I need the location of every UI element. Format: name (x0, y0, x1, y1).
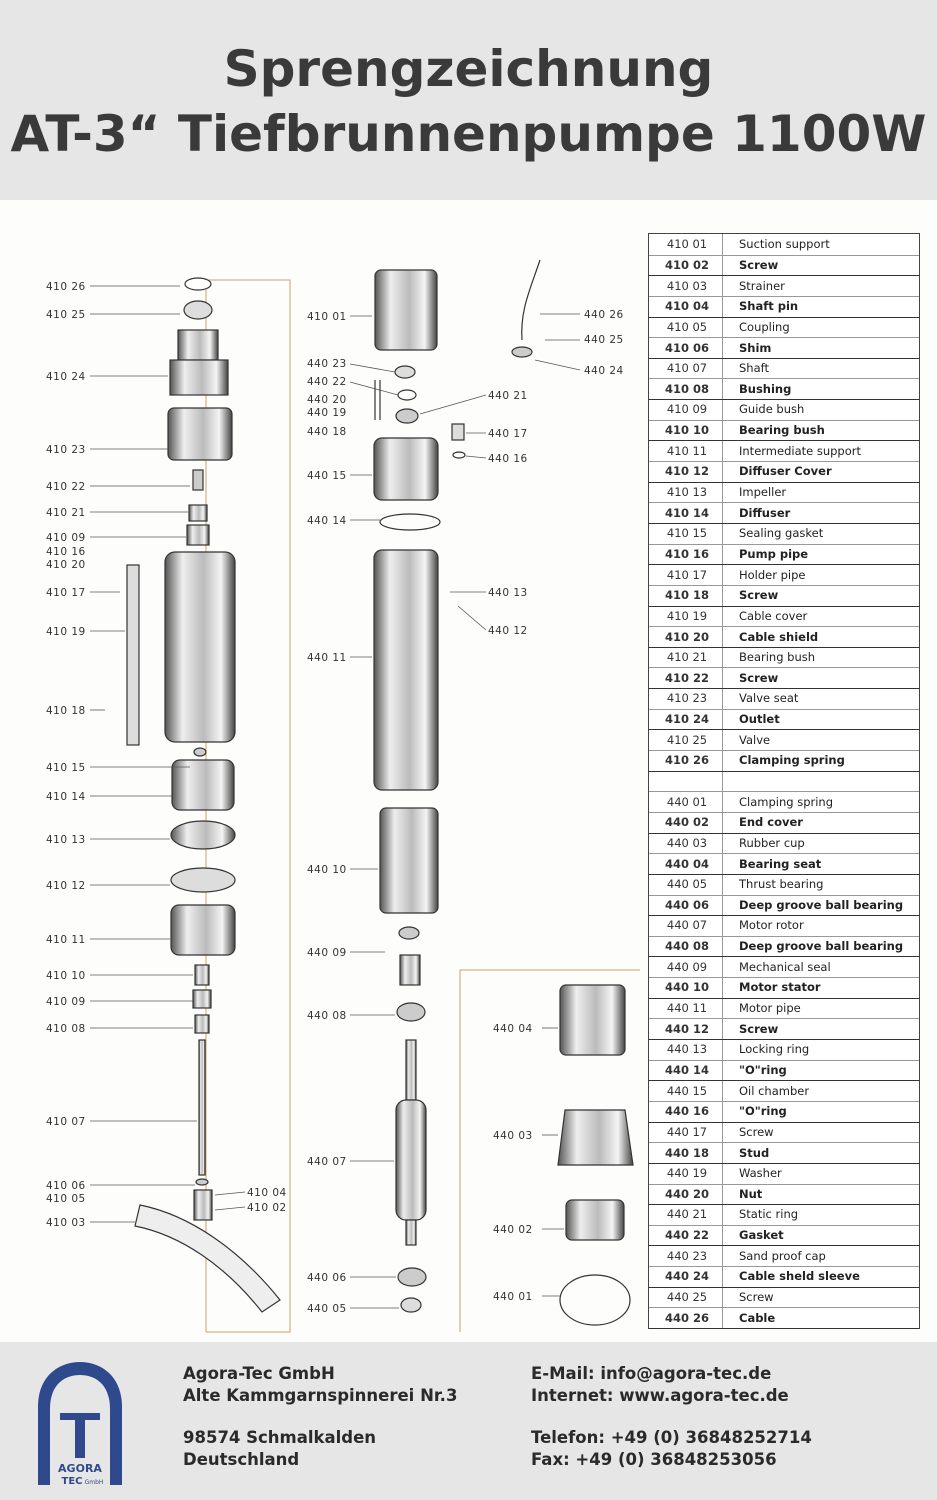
table-row (649, 564, 919, 586)
table-row (649, 874, 919, 896)
part-name: Bearing bush (739, 423, 825, 438)
part-code: 440 10 (664, 980, 709, 995)
table-row (649, 647, 919, 669)
part-name: Screw (739, 588, 779, 603)
part-name: Sand proof cap (739, 1248, 826, 1263)
part-name: Bearing bush (739, 650, 816, 665)
part-code: 440 02 (664, 815, 709, 830)
page-subtitle: AT-3“ Tiefbrunnenpumpe 1100W (10, 105, 927, 163)
label-410-04: 410 04 (247, 1187, 287, 1199)
part-name: Clamping spring (739, 753, 845, 768)
label-440-07: 440 07 (307, 1156, 347, 1168)
phone-number: Telefon: +49 (0) 36848252714 (531, 1428, 812, 1447)
part-code: 440 17 (666, 1124, 708, 1139)
label-410-03: 410 03 (46, 1217, 86, 1229)
label-410-12: 410 12 (46, 880, 86, 892)
label-440-20: 440 20 (307, 394, 347, 406)
part-name: Washer (739, 1166, 782, 1181)
part-name: Valve (739, 732, 771, 747)
part-name: Rubber cup (739, 835, 805, 850)
label-410-09-b: 410 09 (46, 996, 86, 1008)
table-row (649, 667, 919, 689)
part-code: 410 22 (664, 670, 709, 685)
parts-list-table (648, 233, 920, 1329)
label-440-06: 440 06 (307, 1272, 347, 1284)
part-name: Shaft (739, 361, 769, 376)
table-row (649, 1080, 919, 1102)
table-row (649, 544, 919, 566)
label-440-03: 440 03 (493, 1130, 533, 1142)
table-row (649, 936, 919, 958)
part-code: 440 11 (666, 1001, 708, 1016)
part-name: End cover (739, 815, 803, 830)
table-row (649, 1204, 919, 1226)
label-410-01: 410 01 (307, 311, 347, 323)
part-name: Deep groove ball bearing (739, 897, 904, 912)
label-440-05: 440 05 (307, 1303, 347, 1315)
label-410-14: 410 14 (46, 791, 86, 803)
part-name: Mechanical seal (739, 959, 831, 974)
table-row (649, 1039, 919, 1061)
label-440-12: 440 12 (488, 625, 528, 637)
part-code: 410 16 (664, 546, 709, 561)
part-name: Coupling (739, 319, 790, 334)
part-name: Valve seat (739, 691, 799, 706)
table-row (649, 812, 919, 834)
exploded-view-diagram (0, 200, 650, 1342)
table-row (649, 523, 919, 545)
label-440-21: 440 21 (488, 390, 528, 402)
part-name: Static ring (739, 1207, 799, 1222)
table-row (649, 399, 919, 421)
part-name: Sealing gasket (739, 526, 824, 541)
table-row (649, 1307, 919, 1329)
part-name: Screw (739, 1290, 774, 1305)
part-code: 410 13 (666, 485, 708, 499)
label-440-19: 440 19 (307, 407, 347, 419)
part-name: Motor pipe (739, 1001, 801, 1016)
company-city: 98574 Schmalkalden (183, 1428, 377, 1447)
part-code: 410 06 (664, 340, 709, 355)
part-name: Intermediate support (739, 443, 862, 458)
part-code: 440 25 (666, 1290, 708, 1305)
part-name: Motor stator (739, 980, 821, 995)
table-row (649, 585, 919, 607)
part-name: Outlet (739, 712, 780, 727)
part-code: 410 08 (664, 381, 709, 396)
label-410-11: 410 11 (46, 934, 86, 946)
part-name: Guide bush (739, 402, 805, 417)
logo-text-tec: TEC (61, 1476, 83, 1487)
table-row (649, 1122, 919, 1144)
table-row (649, 1018, 919, 1040)
part-name: Motor rotor (739, 918, 804, 933)
part-code: 410 21 (666, 650, 708, 665)
part-code: 440 09 (666, 959, 708, 974)
part-code: 440 21 (666, 1207, 708, 1222)
label-410-07: 410 07 (46, 1116, 86, 1128)
table-row (649, 750, 919, 772)
table-row (649, 358, 919, 380)
part-code: 440 04 (664, 856, 709, 871)
table-row (649, 1163, 919, 1185)
table-row (649, 482, 919, 504)
part-code: 410 05 (666, 319, 708, 334)
label-410-18: 410 18 (46, 705, 86, 717)
label-410-06: 410 06 (46, 1180, 86, 1192)
label-410-25: 410 25 (46, 309, 86, 321)
part-name: Oil chamber (739, 1083, 810, 1098)
part-code: 410 17 (666, 567, 708, 582)
logo-text-gmbh: GmbH (84, 1479, 104, 1486)
agora-tec-logo (30, 1357, 130, 1487)
logo-text-agora: AGORA (58, 1462, 102, 1475)
label-440-08: 440 08 (307, 1010, 347, 1022)
table-row (649, 275, 919, 297)
table-row (649, 1142, 919, 1164)
table-row (649, 977, 919, 999)
label-440-02: 440 02 (493, 1224, 533, 1236)
company-name: Agora-Tec GmbH (183, 1364, 335, 1383)
part-name: Holder pipe (739, 567, 806, 582)
part-code: 440 22 (664, 1228, 709, 1243)
part-code: 440 24 (664, 1269, 709, 1284)
label-440-22: 440 22 (307, 376, 347, 388)
table-row (649, 895, 919, 917)
label-410-10: 410 10 (46, 970, 86, 982)
label-410-26: 410 26 (46, 281, 86, 293)
label-410-13: 410 13 (46, 834, 86, 846)
part-name: Gasket (739, 1228, 784, 1243)
table-row (649, 461, 919, 483)
footer-contact (0, 1342, 937, 1500)
header-banner (0, 0, 937, 200)
part-name: Screw (739, 257, 779, 272)
table-row (649, 771, 919, 793)
part-code: 440 13 (666, 1042, 708, 1057)
label-410-17: 410 17 (46, 587, 86, 599)
part-name: Diffuser Cover (739, 464, 832, 479)
part-code: 440 03 (666, 835, 708, 850)
label-440-01: 440 01 (493, 1291, 533, 1303)
table-row (649, 440, 919, 462)
part-code: 410 12 (664, 464, 709, 479)
table-row (649, 998, 919, 1020)
part-name: Nut (739, 1186, 763, 1201)
part-code: 410 04 (664, 299, 709, 314)
part-code: 440 16 (664, 1104, 709, 1119)
part-code: 440 18 (664, 1145, 709, 1160)
label-410-08: 410 08 (46, 1023, 86, 1035)
table-row (649, 956, 919, 978)
part-name: Cable sheld sleeve (739, 1269, 860, 1284)
part-code: 410 15 (666, 526, 708, 541)
table-row (649, 1060, 919, 1082)
part-code: 440 06 (664, 897, 709, 912)
table-row (649, 833, 919, 855)
part-code: 440 19 (666, 1166, 708, 1181)
part-code: 410 23 (666, 691, 708, 706)
motor-parts-middle (374, 260, 540, 1312)
part-code: 410 14 (664, 505, 709, 520)
label-440-04: 440 04 (493, 1023, 533, 1035)
label-440-26: 440 26 (584, 309, 624, 321)
part-code: 410 20 (664, 629, 709, 644)
part-code: 410 18 (664, 588, 709, 603)
part-code: 410 10 (664, 423, 709, 438)
label-410-05: 410 05 (46, 1193, 86, 1205)
table-row (649, 791, 919, 813)
label-440-14: 440 14 (307, 515, 347, 527)
table-row (649, 1225, 919, 1247)
table-row (649, 1101, 919, 1123)
part-code: 410 03 (666, 278, 708, 293)
part-name: Impeller (739, 485, 787, 499)
table-row (649, 420, 919, 442)
part-name: Shim (739, 340, 772, 355)
table-row (649, 853, 919, 875)
part-name: Pump pipe (739, 546, 809, 561)
part-name: Suction support (739, 237, 830, 252)
part-name: Stud (739, 1145, 770, 1160)
part-name: Deep groove ball bearing (739, 939, 904, 954)
part-code: 410 07 (666, 361, 708, 376)
part-name: Locking ring (739, 1042, 810, 1057)
part-name: Diffuser (739, 505, 791, 520)
part-code: 440 01 (666, 794, 708, 809)
table-row (649, 255, 919, 277)
part-code: 410 01 (666, 237, 708, 252)
part-code: 440 08 (664, 939, 709, 954)
part-name: Strainer (739, 278, 785, 293)
table-row (649, 915, 919, 937)
table-row (649, 1184, 919, 1206)
table-row (649, 709, 919, 731)
part-name: Screw (739, 670, 779, 685)
label-410-19: 410 19 (46, 626, 86, 638)
part-code: 410 11 (666, 443, 708, 458)
part-name: Shaft pin (739, 299, 799, 314)
table-row (649, 296, 919, 318)
label-440-18: 440 18 (307, 426, 347, 438)
part-code: 410 09 (666, 402, 708, 417)
label-440-09: 440 09 (307, 947, 347, 959)
part-name: Cable shield (739, 629, 819, 644)
company-street: Alte Kammgarnspinnerei Nr.3 (183, 1386, 458, 1405)
table-row (649, 1287, 919, 1309)
table-row (649, 378, 919, 400)
label-410-24: 410 24 (46, 371, 86, 383)
label-410-22: 410 22 (46, 481, 86, 493)
table-row (649, 626, 919, 648)
motor-parts-right (558, 985, 633, 1325)
part-name: Bushing (739, 381, 792, 396)
table-row (649, 729, 919, 751)
part-name: Clamping spring (739, 794, 834, 809)
part-name: "O"ring (739, 1104, 787, 1119)
email-link[interactable]: E-Mail: info@agora-tec.de (531, 1364, 772, 1383)
part-name: "O"ring (739, 1062, 787, 1077)
part-code: 440 12 (664, 1021, 709, 1036)
label-410-15: 410 15 (46, 762, 86, 774)
label-440-13: 440 13 (488, 587, 528, 599)
label-440-25: 440 25 (584, 334, 624, 346)
label-440-17: 440 17 (488, 428, 528, 440)
part-code: 440 14 (664, 1062, 709, 1077)
table-row (649, 606, 919, 628)
part-code: 410 02 (664, 257, 709, 272)
label-410-23: 410 23 (46, 444, 86, 456)
label-410-20: 410 20 (46, 559, 86, 571)
label-440-23: 440 23 (307, 358, 347, 370)
part-code: 440 26 (664, 1310, 709, 1325)
table-row (649, 688, 919, 710)
part-name: Bearing seat (739, 856, 822, 871)
table-row (649, 234, 919, 256)
part-code: 440 05 (666, 877, 708, 892)
part-name: Thrust bearing (739, 877, 824, 892)
part-name: Screw (739, 1124, 774, 1139)
part-labels (46, 281, 624, 1315)
label-440-10: 440 10 (307, 864, 347, 876)
part-code: 410 26 (664, 753, 709, 768)
fax-number: Fax: +49 (0) 36848253056 (531, 1450, 777, 1469)
part-code: 410 25 (666, 732, 708, 747)
label-410-16: 410 16 (46, 546, 86, 558)
exploded-drawing (0, 200, 937, 1342)
part-code: 410 19 (666, 608, 708, 623)
table-row (649, 1266, 919, 1288)
part-code: 440 07 (666, 918, 708, 933)
label-440-16: 440 16 (488, 453, 528, 465)
page-title: Sprengzeichnung (223, 40, 714, 98)
part-code: 440 20 (664, 1186, 709, 1201)
label-440-11: 440 11 (307, 652, 347, 664)
part-name: Cable cover (739, 608, 808, 623)
label-410-21: 410 21 (46, 507, 86, 519)
label-410-02: 410 02 (247, 1202, 287, 1214)
part-name: Screw (739, 1021, 779, 1036)
pump-parts-left (127, 278, 280, 1312)
label-440-15: 440 15 (307, 470, 347, 482)
table-row (649, 337, 919, 359)
website-link[interactable]: Internet: www.agora-tec.de (531, 1386, 789, 1405)
table-row (649, 502, 919, 524)
label-410-09: 410 09 (46, 532, 86, 544)
part-name: Cable (739, 1310, 776, 1325)
part-code: 440 23 (666, 1248, 708, 1263)
part-code: 410 24 (664, 712, 709, 727)
company-country: Deutschland (183, 1450, 300, 1469)
part-code: 440 15 (666, 1083, 708, 1098)
label-440-24: 440 24 (584, 365, 624, 377)
table-row (649, 1245, 919, 1267)
table-row (649, 317, 919, 339)
